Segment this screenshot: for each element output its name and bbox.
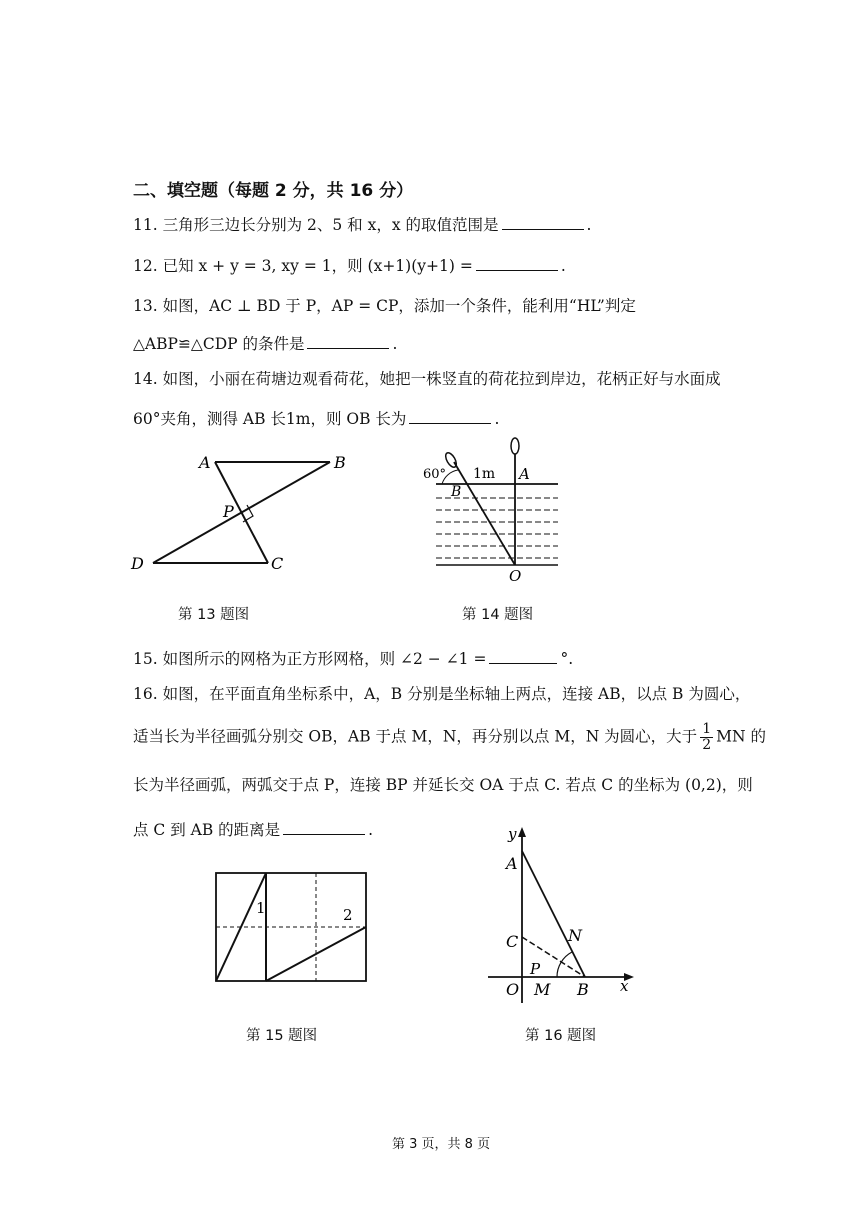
question-16-line-2-end: MN 的 bbox=[716, 727, 766, 746]
question-13-text: △ABP≌△CDP 的条件是 bbox=[133, 335, 305, 353]
question-11-text: 11. 三角形三边长分别为 2、5 和 x，x 的取值范围是 bbox=[133, 216, 499, 234]
figure-13 bbox=[125, 445, 365, 580]
section-title: 二、填空题（每题 2 分，共 16 分） bbox=[133, 181, 414, 201]
question-15 bbox=[133, 647, 573, 669]
label-x: x bbox=[620, 977, 629, 995]
question-14-line-1: 14. 如图，小丽在荷塘边观看荷花，她把一株竖直的荷花拉到岸边，花柄正好与水面成 bbox=[133, 370, 721, 388]
label-m: M bbox=[534, 980, 551, 999]
question-14-line-2 bbox=[133, 407, 499, 429]
label-p: P bbox=[223, 502, 234, 521]
question-16-end: . bbox=[368, 821, 374, 839]
y-axis-arrow bbox=[518, 827, 526, 837]
label-b: B bbox=[577, 980, 589, 999]
question-16-line-1: 16. 如图，在平面直角坐标系中，A，B 分别是坐标轴上两点，连接 AB，以点 B 为圆心， bbox=[133, 685, 751, 703]
segment-ab bbox=[522, 851, 585, 977]
label-p: P bbox=[530, 960, 541, 978]
label-d: D bbox=[131, 554, 144, 573]
question-11-end: . bbox=[586, 216, 592, 234]
fraction-numerator: 1 bbox=[702, 721, 712, 737]
label-n: N bbox=[568, 926, 582, 945]
question-16-line-2 bbox=[133, 722, 766, 753]
question-16-line-3: 长为半径画弧，两弧交于点 P，连接 BP 并延长交 OA 于点 C. 若点 C 的坐标为 (0,2)，则 bbox=[133, 776, 753, 794]
label-a: A bbox=[519, 465, 530, 483]
question-13-line-2 bbox=[133, 332, 397, 354]
question-16-text: 点 C 到 AB 的距离是 bbox=[133, 821, 281, 839]
label-o: O bbox=[506, 980, 520, 999]
fraction-denominator: 2 bbox=[702, 737, 712, 753]
answer-blank-12[interactable] bbox=[476, 254, 558, 271]
question-13-end: . bbox=[392, 335, 398, 353]
question-12-end: . bbox=[560, 257, 566, 275]
answer-blank-14[interactable] bbox=[409, 407, 491, 424]
figure-15-caption: 第 15 题图 bbox=[246, 1028, 318, 1044]
page-number: 第 3 页，共 8 页 bbox=[392, 1137, 491, 1152]
label-c: C bbox=[271, 554, 284, 573]
label-b: B bbox=[451, 484, 462, 500]
segment-db bbox=[153, 462, 330, 563]
label-length: 1m bbox=[473, 466, 496, 482]
answer-blank-13[interactable] bbox=[307, 332, 389, 349]
label-angle-1: 1 bbox=[256, 899, 266, 917]
figure-14-caption: 第 14 题图 bbox=[462, 607, 534, 623]
figure-16-caption: 第 16 题图 bbox=[525, 1028, 597, 1044]
question-14-end: . bbox=[494, 410, 500, 428]
label-y: y bbox=[508, 825, 517, 843]
label-angle-2: 2 bbox=[343, 906, 353, 924]
figure-16 bbox=[484, 825, 644, 1005]
label-angle: 60° bbox=[423, 467, 447, 482]
label-a: A bbox=[506, 854, 518, 873]
question-11 bbox=[133, 213, 591, 235]
question-12 bbox=[133, 254, 566, 276]
answer-blank-11[interactable] bbox=[502, 213, 584, 230]
label-o: O bbox=[509, 567, 522, 585]
figure-13-caption: 第 13 题图 bbox=[178, 607, 250, 623]
figure-14 bbox=[418, 432, 566, 587]
figure-15 bbox=[208, 865, 378, 990]
question-15-end: °. bbox=[560, 650, 574, 668]
question-14-text: 60°夹角，测得 AB 长1m，则 OB 长为 bbox=[133, 410, 407, 428]
label-c: C bbox=[506, 932, 519, 951]
question-15-text: 15. 如图所示的网格为正方形网格，则 ∠2 − ∠1 = bbox=[133, 650, 487, 668]
question-16-line-4 bbox=[133, 818, 373, 840]
fraction-half bbox=[700, 722, 713, 753]
label-b: B bbox=[334, 453, 346, 472]
lotus-flower-upright bbox=[511, 438, 519, 454]
answer-blank-15[interactable] bbox=[489, 647, 557, 664]
question-13-line-1: 13. 如图，AC ⊥ BD 于 P，AP = CP，添加一个条件，能利用“HL”判定 bbox=[133, 297, 636, 315]
label-a: A bbox=[199, 453, 211, 472]
answer-blank-16[interactable] bbox=[283, 818, 365, 835]
question-12-text: 12. 已知 x + y = 3, xy = 1，则 (x+1)(y+1) = bbox=[133, 257, 473, 275]
question-16-line-2-start: 适当长为半径画弧分别交 OB，AB 于点 M，N，再分别以点 M，N 为圆心，大于 bbox=[133, 727, 698, 746]
